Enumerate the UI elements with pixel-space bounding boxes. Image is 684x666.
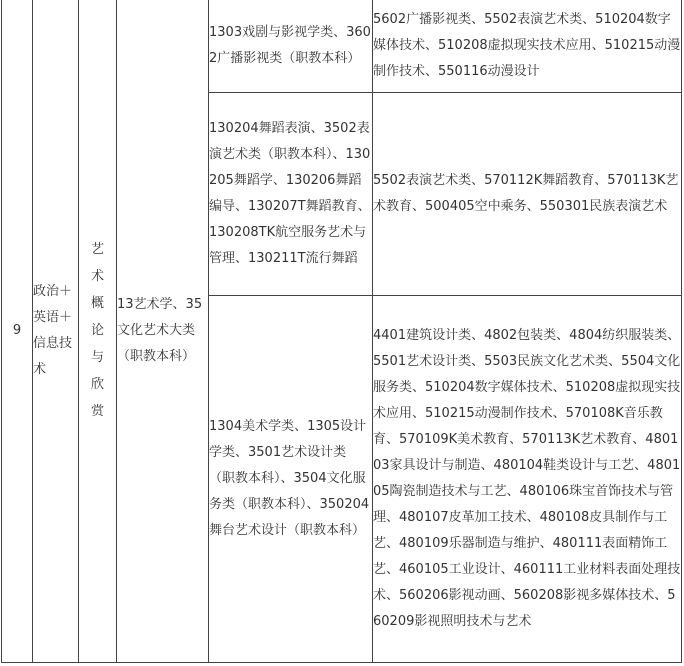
- vocational-majors-cell: 5602广播影视类、5502表演艺术类、510204数字媒体技术、510208虚拟现实技术应用、510215动漫制作技术、550116动漫设计: [373, 0, 682, 93]
- undergrad-majors-cell: 1304美术学类、1305设计学类、3501艺术设计类（职教本科）、3504文化服务类（职教本科）、350204舞台艺术设计（职教本科）: [209, 296, 373, 663]
- table-row: [2, 0, 682, 93]
- undergrad-majors-cell: 130204舞蹈表演、3502表演艺术类（职教本科）、130205舞蹈学、130206舞蹈编导、130207T舞蹈教育、130208TK航空服务艺术与管理、130211T流行舞蹈: [209, 93, 373, 296]
- major-mapping-table: [1, 0, 682, 663]
- vocational-majors-cell: 5502表演艺术类、570112K舞蹈教育、570113K艺术教育、500405空中乘务、550301民族表演艺术: [373, 93, 682, 296]
- exam-subject-text: 艺术概论与欣赏: [90, 242, 104, 419]
- row-number: 9: [2, 0, 33, 663]
- exam-subject-cell: [79, 0, 117, 663]
- category-cell: 13艺术学、35文化艺术大类（职教本科）: [117, 0, 209, 663]
- vocational-majors-cell: 4401建筑设计类、4802包装类、4804纺织服装类、5501艺术设计类、5503民族文化艺术类、5504文化服务类、510204数字媒体技术、510208虚拟现实技术应用、510215动漫制作技术、570108K音乐教育、570109K美术教育、570113K艺术教育、480103家具设计与制造、480104鞋类设计与工艺、480105陶瓷制造技术与工艺、480106珠宝首饰技术与管理、480107皮革加工技术、480108皮具制作与工艺、480109乐器制造与维护、480111表面精饰工艺、460105工业设计、460111工业材料表面处理技术、560206影视动画、560208影视多媒体技术、560209影视照明技术与艺术: [373, 296, 682, 663]
- undergrad-majors-cell: 1303戏剧与影视学类、3602广播影视类（职教本科）: [209, 0, 373, 93]
- subjects-cell: 政治＋英语＋信息技术: [33, 0, 79, 663]
